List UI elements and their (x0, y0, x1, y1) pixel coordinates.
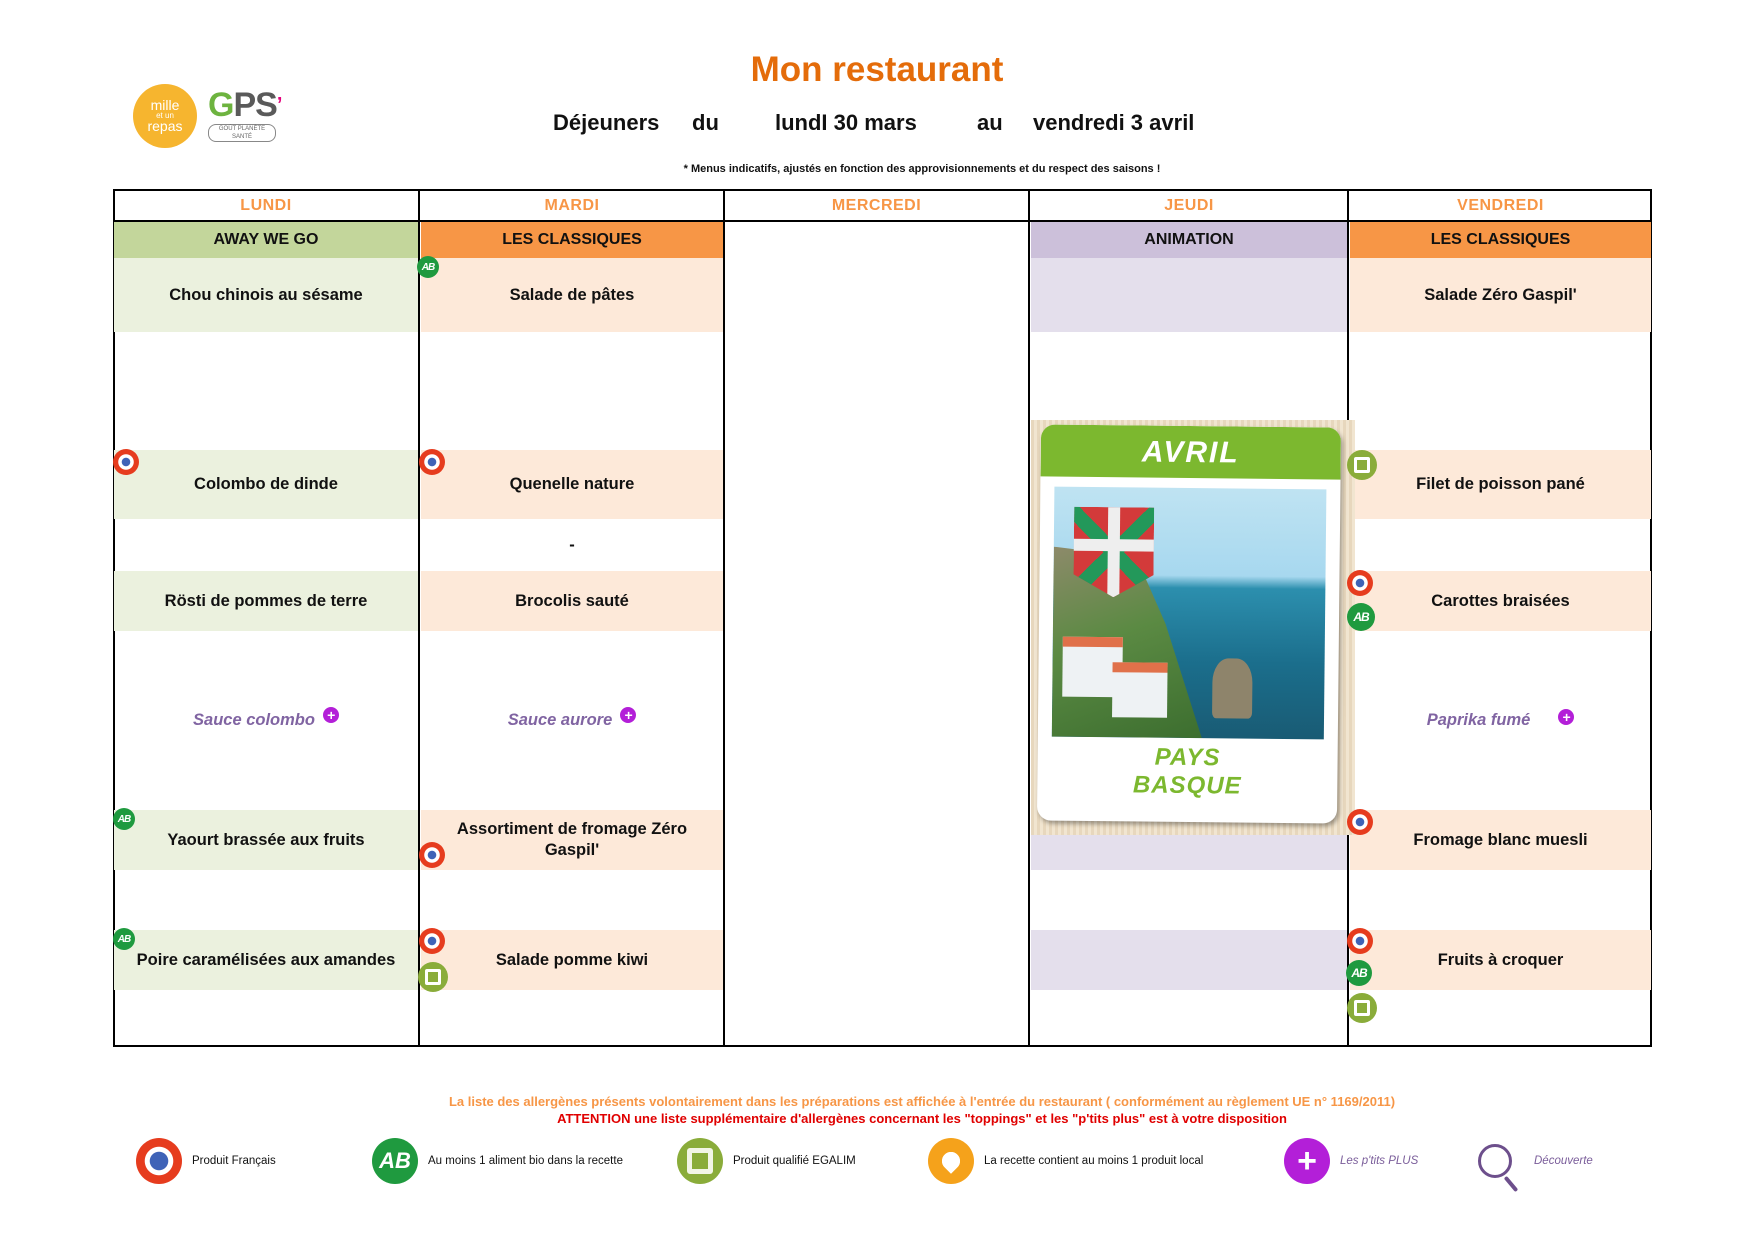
vendredi-dessert: Fruits à croquer (1350, 930, 1651, 990)
vendredi-dairy: Fromage blanc muesli (1350, 810, 1651, 870)
legend-label: Au moins 1 aliment bio dans la recette (428, 1155, 623, 1167)
mardi-starter: Salade de pâtes (421, 258, 723, 332)
day-header-mercredi: MERCREDI (831, 197, 922, 214)
lundi-side: Röst​i de pommes de terre (114, 571, 418, 631)
logo-line: et un (156, 111, 174, 120)
legend-french-product (136, 1136, 276, 1186)
french-product-icon (1347, 928, 1373, 954)
from-label: du (692, 110, 719, 135)
legend-label: Produit Français (192, 1155, 276, 1167)
legend-discovery (1478, 1136, 1593, 1186)
organic-ab-icon: AB (113, 928, 135, 950)
french-product-icon (1347, 809, 1373, 835)
page-title: Mon restaurant (750, 50, 1004, 89)
french-product-icon (419, 449, 445, 475)
menu-disclaimer: * Menus indicatifs, ajustés en fonction des approvisionnements et du respect des saisons ! (683, 163, 1161, 175)
start-date: lundI 30 mars (775, 110, 917, 135)
mille-et-un-repas-logo (133, 84, 197, 148)
jeudi-starter-band (1031, 258, 1347, 332)
subtitle-label: Déjeuners (553, 110, 660, 135)
category-lundi: AWAY WE GO (114, 221, 418, 258)
column-divider (1028, 189, 1030, 1047)
french-product-icon (1347, 570, 1373, 596)
french-product-icon (419, 842, 445, 868)
poster-region-line1: PAYS (1154, 743, 1221, 772)
lundi-starter: Chou chinois au sésame (114, 258, 418, 332)
category-vendredi: LES CLASSIQUES (1350, 221, 1651, 258)
rock-shape (1212, 658, 1253, 718)
ptits-plus-icon: + (323, 707, 339, 723)
legend-egalim (677, 1136, 856, 1186)
category-jeudi: ANIMATION (1031, 221, 1347, 258)
mardi-dairy: Assortiment de fromage Zéro Gaspil' (421, 810, 723, 870)
to-label: au (977, 110, 1003, 135)
organic-ab-icon: AB (113, 808, 135, 830)
mardi-sauce (421, 700, 723, 740)
poster-card (1037, 424, 1341, 823)
lundi-main: Colombo de dinde (114, 450, 418, 519)
poster-month: AVRIL (1041, 424, 1342, 479)
mardi-side: Brocolis sauté (421, 571, 723, 631)
legend-organic (372, 1136, 623, 1186)
egalim-icon (677, 1138, 723, 1184)
mardi-main: Quenelle nature (421, 450, 723, 519)
vendredi-main: Filet de poisson pané (1350, 450, 1651, 519)
organic-ab-icon: AB (372, 1138, 418, 1184)
gps-tagline: GOÛT PLANÈTE SANTÉ (208, 124, 276, 142)
legend-label: Les p'tits PLUS (1340, 1155, 1419, 1167)
ptits-plus-icon: + (620, 707, 636, 723)
organic-ab-icon: AB (417, 256, 439, 278)
attention-note: ATTENTION une liste supplémentaire d'allergènes concernant les "toppings" et les "p'tits plus" est à votre disposition (557, 1111, 1287, 1126)
day-header-vendredi: VENDREDI (1457, 197, 1544, 214)
organic-ab-icon: AB (1347, 603, 1375, 631)
animation-poster (1031, 420, 1355, 835)
discovery-magnifier-icon (1478, 1144, 1512, 1178)
ptits-plus-icon: + (1284, 1138, 1330, 1184)
day-header-lundi: LUNDI (240, 197, 292, 214)
vendredi-sauce (1350, 700, 1651, 740)
lundi-sauce (114, 700, 418, 740)
sauce-label: Paprika fumé (1426, 710, 1531, 729)
mardi-dessert: Salade pomme kiwi (421, 930, 723, 990)
ptits-plus-icon: + (1558, 709, 1574, 725)
logo-line: mille (150, 97, 180, 113)
column-divider (723, 189, 725, 1047)
egalim-icon (418, 962, 448, 992)
end-date: vendredi 3 avril (1033, 110, 1195, 135)
flag-cross-bar (1074, 539, 1154, 552)
legend-label: Produit qualifié EGALIM (733, 1155, 856, 1167)
egalim-icon (1347, 450, 1377, 480)
french-product-icon (113, 449, 139, 475)
poster-region (1037, 742, 1338, 801)
logo-line: repas (147, 118, 183, 134)
legend-local (928, 1136, 1203, 1186)
house-shape (1112, 662, 1168, 718)
lundi-dairy: Yaourt brassée aux fruits (114, 810, 418, 870)
organic-ab-icon: AB (1346, 960, 1372, 986)
french-product-icon (419, 928, 445, 954)
sauce-label: Sauce aurore (507, 710, 613, 729)
allergen-note: La liste des allergènes présents volontairement dans les préparations est affichée à l'entrée du restaurant ( conformément au règlement UE n° 1169/2011) (448, 1094, 1396, 1109)
lundi-dessert: Poire caramélisées aux amandes (114, 930, 418, 990)
vendredi-starter: Salade Zéro Gaspil' (1350, 258, 1651, 332)
legend-ptits-plus (1284, 1136, 1418, 1186)
basque-coast-illustration (1052, 487, 1327, 740)
local-pin-icon (928, 1138, 974, 1184)
mardi-side-extra: - (569, 535, 575, 554)
poster-region-line2: BASQUE (1132, 771, 1242, 800)
column-divider (418, 189, 420, 1047)
french-product-icon (136, 1138, 182, 1184)
legend-label: La recette contient au moins 1 produit local (984, 1155, 1204, 1167)
legend-label: Découverte (1534, 1155, 1593, 1167)
day-header-jeudi: JEUDI (1164, 197, 1214, 214)
day-header-mardi: MARDI (544, 197, 600, 214)
day-row-divider (113, 220, 1652, 222)
sauce-label: Sauce colombo (193, 710, 315, 729)
vendredi-side: Carottes braisées (1350, 571, 1651, 631)
egalim-icon (1347, 993, 1377, 1023)
gps-logo (208, 88, 298, 140)
gps-letters: GPS’ (208, 86, 282, 124)
category-mardi: LES CLASSIQUES (421, 221, 723, 258)
jeudi-dessert-band (1031, 930, 1347, 990)
